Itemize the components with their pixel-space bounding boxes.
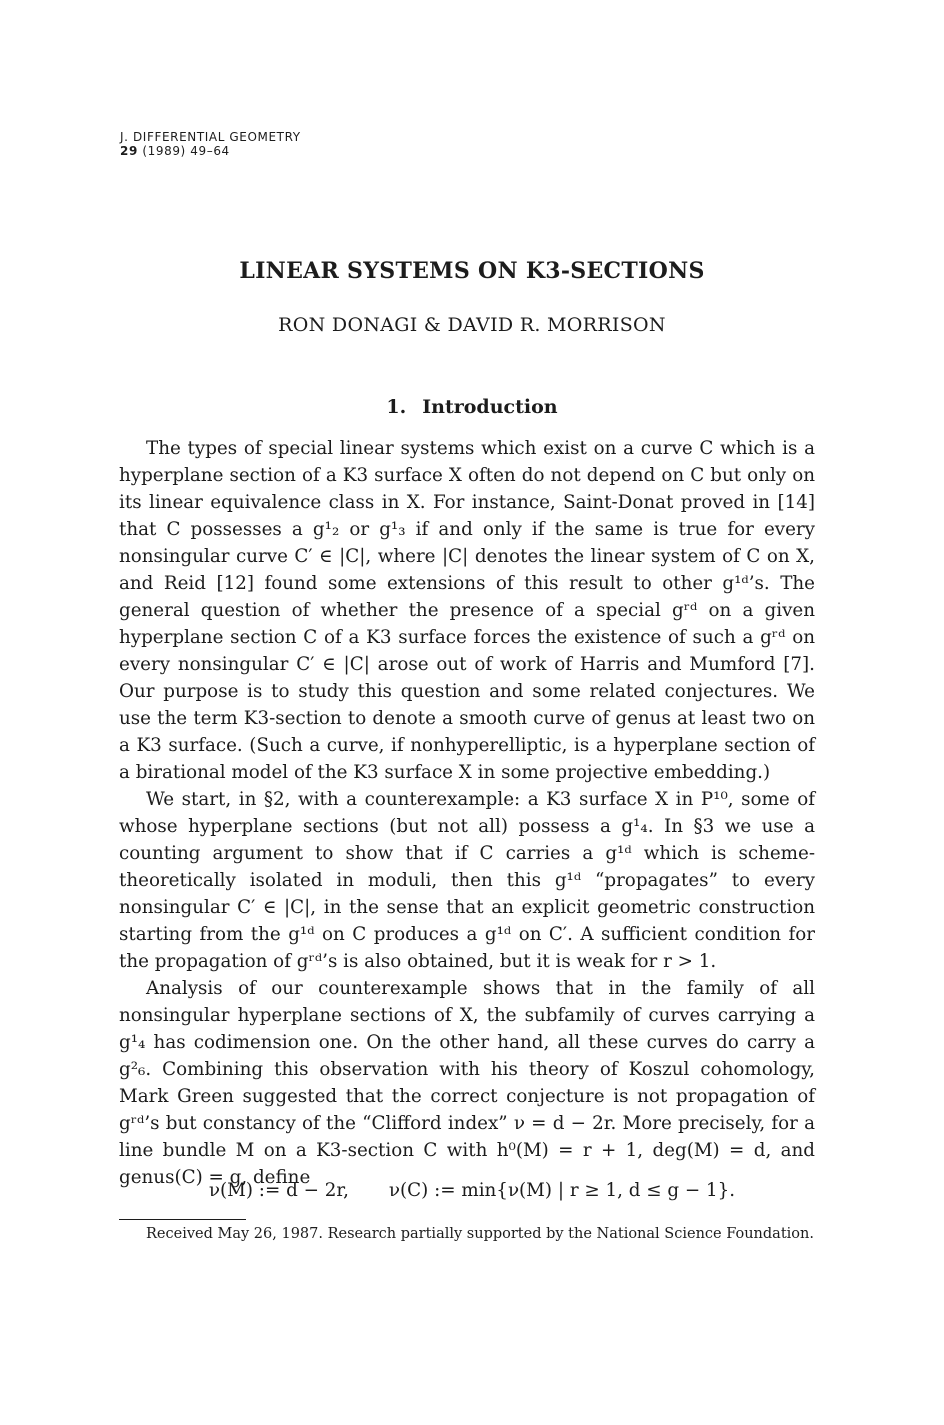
paragraph: Analysis of our counterexample shows that in the family of all nonsingular hyperplane sections of X, the subfamily of curves carrying a g¹₄ has codimension one. On the other hand, all these curves do carry a g²₆. Combining this observation with his theory of Koszul cohomology, Mark Green suggested that the correct conjecture is not propagation of gʳᵈ’s but constancy of the “Clifford index” ν = d − 2r. More precisely, for a line bundle M on a K3-section C with h⁰(M) = r + 1, deg(M) = d, and genus(C) = g, define <box>119 978 815 1188</box>
paragraph: The types of special linear systems which exist on a curve C which is a hyperplane section of a K3 surface X often do not depend on C but only on its linear equivalence class in X. For instance, Saint-Donat proved in [14] that C possesses a g¹₂ or g¹₃ if and only if the same is true for every nonsingular curve C′ ∈ |C|, where |C| denotes the linear system of C on X, and Reid [12] found some extensions of this result to other g¹ᵈ’s. The general question of whether the presence of a special gʳᵈ on a given hyperplane section C of a K3 surface forces the existence of such a gʳᵈ on every nonsingular C′ ∈ |C| arose out of work of Harris and Mumford [7]. Our purpose is to study this question and some related conjectures. We use the term K3-section to denote a smooth curve of genus at least two on a K3 surface. (Such a curve, if nonhyperelliptic, is a hyperplane section of a birational model of the K3 surface X in some projective embedding.) <box>119 438 815 783</box>
paper-authors: RON DONAGI & DAVID R. MORRISON <box>278 314 666 336</box>
section-title: Introduction <box>422 396 558 418</box>
journal-year-pages: (1989) 49–64 <box>142 144 230 158</box>
equation-left: ν(M) := d − 2r, <box>208 1180 349 1201</box>
journal-volume-line <box>120 144 301 158</box>
display-equation <box>0 1180 944 1201</box>
paper-title: LINEAR SYSTEMS ON K3-SECTIONS <box>239 258 705 284</box>
section-number: 1. <box>386 396 407 418</box>
equation-right: ν(C) := min{ν(M) | r ≥ 1, d ≤ g − 1}. <box>388 1180 736 1201</box>
section-heading <box>0 396 944 418</box>
footnote-rule <box>119 1219 246 1220</box>
body-text <box>119 435 815 1191</box>
journal-name: J. DIFFERENTIAL GEOMETRY <box>120 130 301 144</box>
paragraph: We start, in §2, with a counterexample: a K3 surface X in P¹⁰, some of whose hyperplane sections (but not all) possess a g¹₄. In §3 we use a counting argument to show that if C carries a g¹ᵈ which is scheme-theoretically isolated in moduli, then this g¹ᵈ “propagates” to every nonsingular C′ ∈ |C|, in the sense that an explicit geometric construction starting from the g¹ᵈ on C produces a g¹ᵈ on C′. A sufficient condition for the propagation of gʳᵈ’s is also obtained, but it is weak for r > 1. <box>119 789 815 972</box>
journal-header <box>120 130 301 158</box>
journal-volume: 29 <box>120 144 138 158</box>
footnote: Received May 26, 1987. Research partially supported by the National Science Foundation. <box>146 1226 814 1242</box>
